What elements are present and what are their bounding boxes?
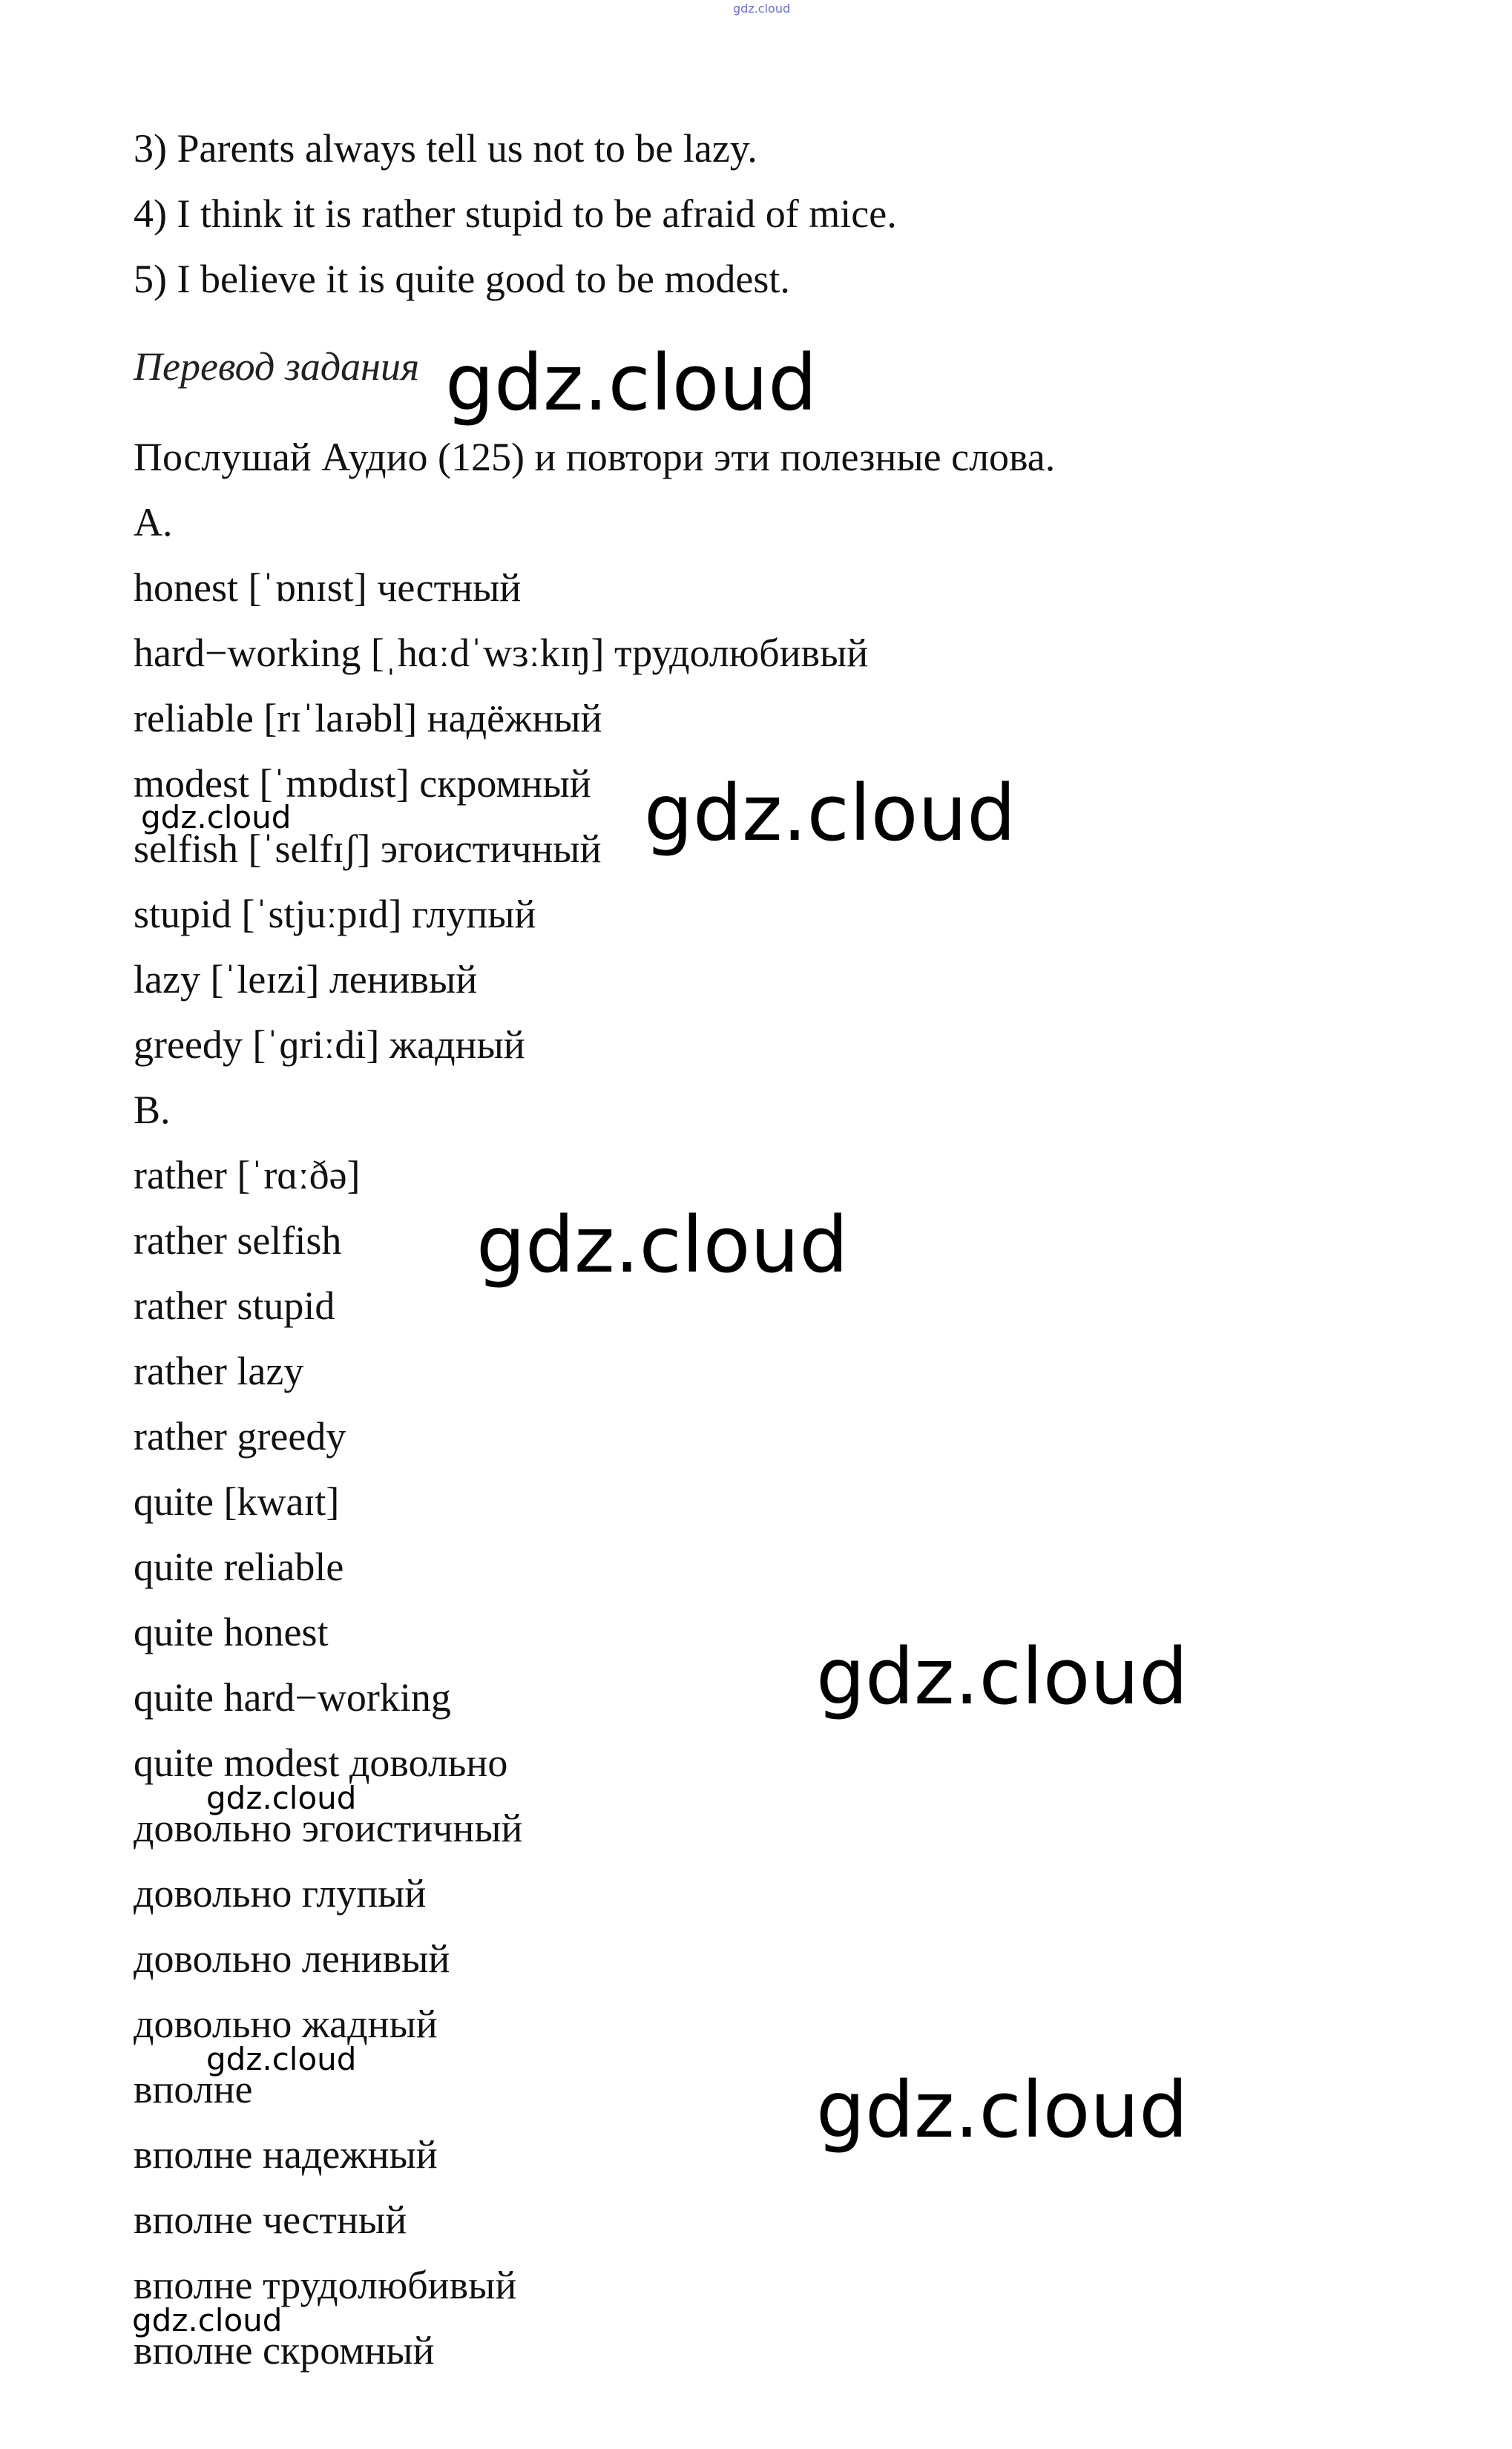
vocab-quite: quite [kwaɪt] (134, 1479, 340, 1524)
phrase-quite-honest: quite honest (134, 1610, 329, 1654)
vocab-modest: modest [ˈmɒdɪst] скромный (134, 761, 591, 806)
instruction-line: Послушай Аудио (125) и повтори эти полезные слова. (134, 435, 1056, 479)
phrase-quite-hard-working: quite hard−working (134, 1675, 451, 1720)
translation-quite: вполне (134, 2067, 253, 2111)
text-line-example-4: 4) I think it is rather stupid to be afraid of mice. (134, 191, 897, 236)
watermark-small-1: gdz.cloud (141, 799, 292, 835)
vocab-rather: rather [ˈrɑːðə] (134, 1153, 361, 1197)
watermark-3: gdz.cloud (476, 1200, 849, 1290)
vocab-honest: honest [ˈɒnɪst] честный (134, 565, 522, 610)
text-line-example-3: 3) Parents always tell us not to be lazy. (134, 126, 757, 171)
vocab-greedy: greedy [ˈɡriːdi] жадный (134, 1022, 525, 1067)
phrase-rather-greedy: rather greedy (134, 1414, 346, 1459)
translation-quite-modest: вполне скромный (134, 2328, 435, 2373)
vocab-lazy: lazy [ˈleɪzi] ленивый (134, 957, 478, 1002)
translation-rather-stupid: довольно глупый (134, 1871, 427, 1916)
phrase-quite-modest: quite modest довольно (134, 1740, 508, 1785)
phrase-rather-lazy: rather lazy (134, 1349, 304, 1393)
watermark-1: gdz.cloud (445, 338, 818, 428)
watermark-4: gdz.cloud (816, 1631, 1189, 1722)
phrase-rather-stupid: rather stupid (134, 1283, 335, 1328)
section-heading-translation: Перевод задания (134, 344, 420, 389)
translation-rather-selfish: довольно эгоистичный (134, 1806, 523, 1850)
vocab-stupid: stupid [ˈstjuːpɪd] глупый (134, 892, 536, 936)
section-label-b: B. (134, 1088, 171, 1132)
phrase-rather-selfish: rather selfish (134, 1218, 342, 1263)
translation-quite-honest: вполне честный (134, 2197, 407, 2242)
translation-quite-hard-working: вполне трудолюбивый (134, 2263, 517, 2307)
vocab-hard-working: hard−working [ˌhɑːdˈwɜːkɪŋ] трудолюбивый (134, 631, 869, 675)
watermark-top: gdz.cloud (733, 1, 791, 16)
text-line-example-5: 5) I believe it is quite good to be modest. (134, 257, 790, 301)
watermark-small-4: gdz.cloud (132, 2302, 283, 2338)
watermark-small-2: gdz.cloud (206, 1780, 357, 1816)
translation-rather-greedy: довольно жадный (134, 2002, 438, 2046)
watermark-small-3: gdz.cloud (206, 2041, 357, 2077)
watermark-5: gdz.cloud (816, 2065, 1189, 2155)
section-label-a: A. (134, 500, 173, 545)
vocab-reliable: reliable [rɪˈlaɪəbl] надёжный (134, 696, 602, 740)
translation-rather-lazy: довольно ленивый (134, 1936, 450, 1981)
vocab-selfish: selfish [ˈselfɪʃ] эгоистичный (134, 826, 602, 871)
watermark-2: gdz.cloud (644, 768, 1016, 858)
translation-quite-reliable: вполне надежный (134, 2132, 438, 2177)
phrase-quite-reliable: quite reliable (134, 1545, 344, 1589)
